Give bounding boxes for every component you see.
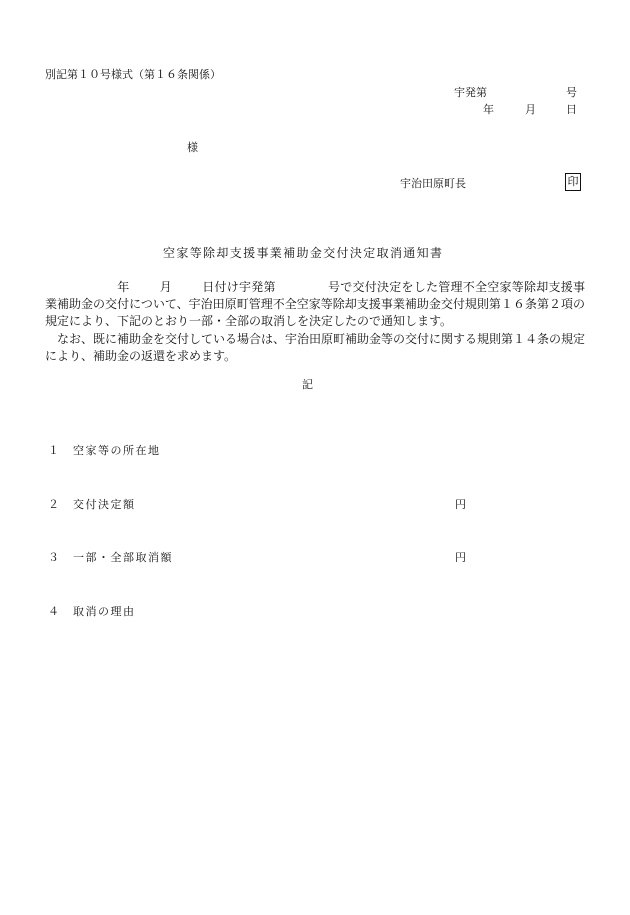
body-paragraph-1-rest: 号で交付決定をした管理不全空家等除却支援事業補助金の交付について、宇治田原町管理不全空家等除却支援事業補助金交付規則第１６条第２項の規定により、下記のとおり一部・全部の取消しを決定したので通知します。 [45,280,585,329]
addressee-suffix: 様 [187,141,198,154]
item-3-unit: 円 [455,551,466,564]
item-4-label: 取消の理由 [73,605,136,618]
date-year-label: 年 [483,103,494,116]
issuer-title: 宇治田原町長 [400,177,466,190]
item-4-number: ４ [48,605,59,618]
item-1-label: 空家等の所在地 [73,444,161,457]
item-2-unit: 円 [455,498,466,511]
body-ref-label: 日付け宇発第 [202,280,276,294]
document-title: 空家等除却支援事業補助金交付決定取消通知書 [163,246,444,260]
ki-heading: 記 [302,378,313,391]
date-day-label: 日 [566,103,577,116]
item-2-number: ２ [48,498,59,511]
item-1-number: １ [48,444,59,457]
item-3-number: ３ [48,551,59,564]
body-year-label: 年 [117,280,130,294]
seal-mark: 印 [565,173,581,191]
doc-number-suffix: 号 [566,86,577,99]
item-2-label: 交付決定額 [73,498,136,511]
body-paragraph-1 [45,279,585,331]
date-month-label: 月 [525,103,536,116]
body-paragraph-2: なお、既に補助金を交付している場合は、宇治田原町補助金等の交付に関する規則第１４条の規定により、補助金の返還を求めます。 [45,331,586,363]
body-text [45,279,585,365]
doc-number-prefix: 宇発第 [454,86,487,99]
body-month-label: 月 [159,280,172,294]
item-3-label: 一部・全部取消額 [73,551,173,564]
form-header: 別記第１０号様式（第１６条関係） [45,68,221,81]
